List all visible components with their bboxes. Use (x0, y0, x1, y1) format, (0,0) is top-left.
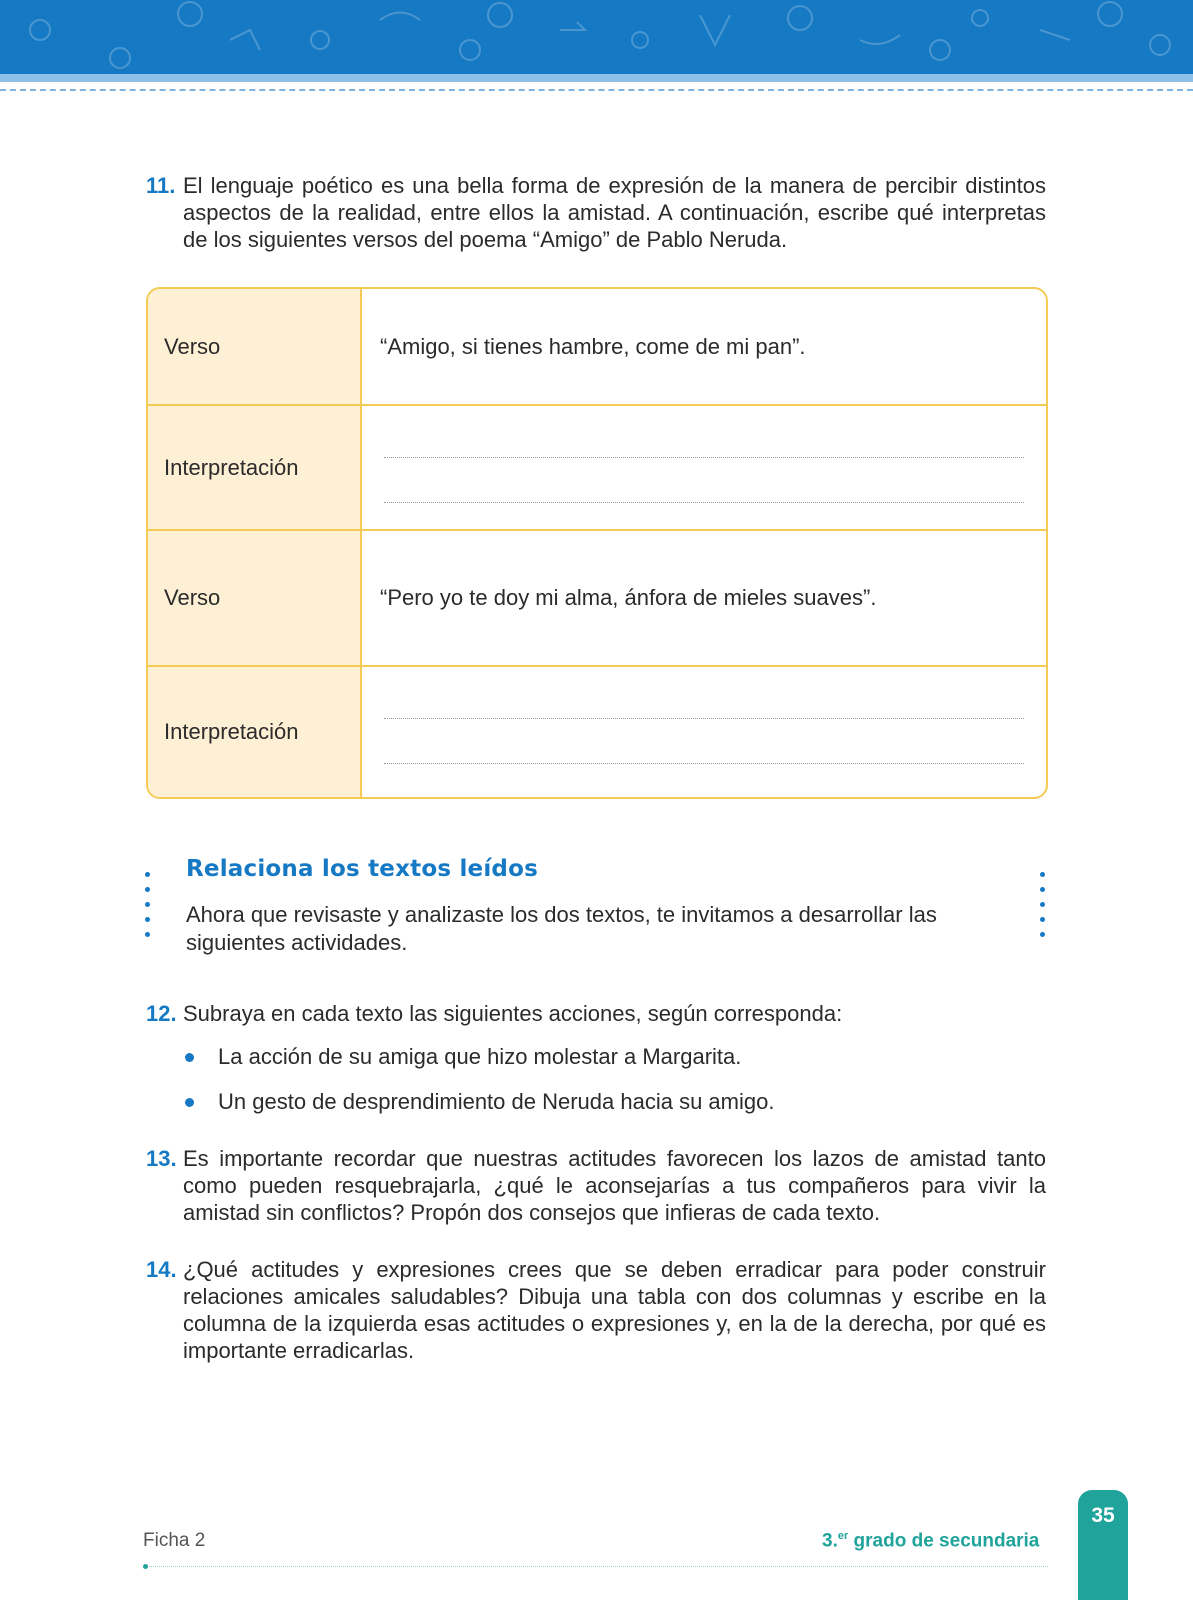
page-number-tab (1078, 1490, 1128, 1600)
list-item (185, 1044, 741, 1070)
dotted-bracket-left (145, 872, 151, 944)
table-row (148, 406, 1046, 531)
row-label-cell (148, 667, 362, 797)
row-label: Interpretación (164, 454, 299, 480)
footer-grade-label: 3.$^{er}$ grado de secundaria (822, 1530, 1040, 1552)
header-banner (0, 0, 1193, 74)
table-row (148, 289, 1046, 406)
bullet-icon (185, 1053, 194, 1062)
row-label-cell (148, 289, 362, 404)
row-value-cell (362, 289, 1046, 404)
list-item-text: Un gesto de desprendimiento de Neruda hacia su amigo. (218, 1089, 775, 1114)
page-number: 35 (1091, 1504, 1115, 1527)
section-intro: Ahora que revisaste y analizaste los dos textos, te invitamos a desarrollar las siguientes actividades. (186, 902, 937, 955)
section-title: Relaciona los textos leídos (186, 856, 538, 882)
list-item-text: La acción de su amiga que hizo molestar a Margarita. (218, 1044, 742, 1069)
question-text: El lenguaje poético es una bella forma de expresión de la manera de percibir distintos aspectos de la realidad, entre ellos la amistad. A continuación, escribe qué interpretas de los siguientes versos del poema “Amigo” de Pablo Neruda. (183, 173, 1046, 252)
row-label-cell (148, 531, 362, 665)
question-text: Es importante recordar que nuestras actitudes favorecen los lazos de amistad tanto como pueden resquebrajarla, ¿qué le aconsejarías a tus compañeros para vivir la amistad sin conflictos? Propón dos consejos que infieras de cada texto. (183, 1146, 1046, 1225)
question-number: 11. (146, 173, 176, 198)
question-text: Subraya en cada texto las siguientes acciones, según corresponda: (183, 1001, 843, 1026)
answer-line (384, 718, 1024, 719)
doodle-pattern-icon (0, 0, 1193, 74)
row-label-cell (148, 406, 362, 529)
question-11 (146, 172, 1046, 253)
footer-sheet-label: Ficha 2 (143, 1530, 206, 1551)
answer-line (384, 457, 1024, 458)
verse-text: “Pero yo te doy mi alma, ánfora de mieles suaves”. (380, 585, 877, 610)
question-14 (146, 1256, 1046, 1364)
row-label: Interpretación (164, 719, 299, 744)
footer-divider (146, 1566, 1048, 1567)
question-number: 14. (146, 1257, 177, 1282)
row-label: Verso (164, 333, 221, 359)
list-item (185, 1089, 774, 1115)
table-row (148, 667, 1046, 797)
row-value-cell (362, 531, 1046, 665)
answer-line (384, 502, 1024, 503)
row-label: Verso (164, 585, 221, 610)
question-12 (146, 1000, 1046, 1027)
question-text: ¿Qué actitudes y expresiones crees que se deben erradicar para poder construir relaciones amicales saludables? Dibuja una tabla con dos columnas y escribe en la columna de la izquierda esas actitudes o expresiones y, en la de la derecha, por qué es importante erradicarlas. (183, 1257, 1046, 1363)
footer-dot (143, 1564, 148, 1569)
question-13 (146, 1145, 1046, 1226)
table-row (148, 531, 1046, 667)
question-number: 12. (146, 1001, 177, 1026)
answer-line (384, 763, 1024, 764)
interpretation-answer-area[interactable] (362, 667, 1046, 797)
verse-table (146, 287, 1048, 799)
interpretation-answer-area[interactable] (362, 406, 1046, 529)
bullet-icon (185, 1098, 194, 1107)
dotted-bracket-right (1040, 872, 1046, 944)
verse-text: “Amigo, si tienes hambre, come de mi pan”. (380, 333, 806, 359)
question-number: 13. (146, 1146, 177, 1171)
header-dashed-divider (0, 89, 1193, 91)
header-strip (0, 74, 1193, 82)
